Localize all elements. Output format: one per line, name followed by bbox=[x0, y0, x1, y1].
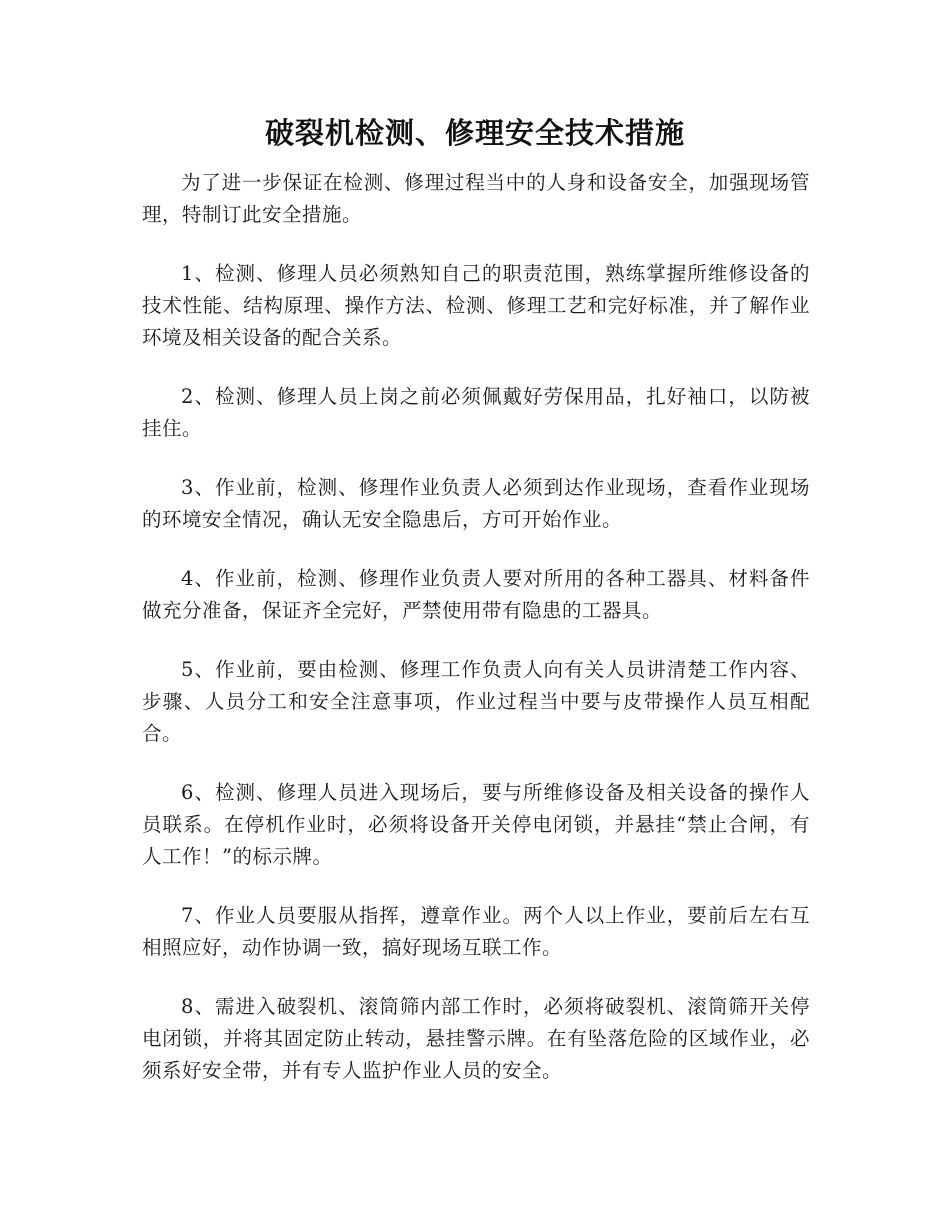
paragraph-item-6: 6、检测、修理人员进入现场后，要与所维修设备及相关设备的操作人员联系。在停机作业时，必须将设备开关停电闭锁，并悬挂“禁止合闸，有人工作！”的标示牌。 bbox=[142, 781, 810, 868]
paragraph-intro: 为了进一步保证在检测、修理过程当中的人身和设备安全，加强现场管理，特制订此安全措施。 bbox=[142, 171, 810, 226]
paragraph-item-7: 7、作业人员要服从指挥，遵章作业。两个人以上作业，要前后左右互相照应好，动作协调一致，搞好现场互联工作。 bbox=[142, 904, 810, 959]
paragraph-item-4: 4、作业前，检测、修理作业负责人要对所用的各种工器具、材料备件做充分准备，保证齐全完好，严禁使用带有隐患的工器具。 bbox=[142, 567, 810, 622]
document-title: 破裂机检测、修理安全技术措施 bbox=[264, 116, 685, 150]
paragraph-item-3: 3、作业前，检测、修理作业负责人必须到达作业现场，查看作业现场的环境安全情况，确认无安全隐患后，方可开始作业。 bbox=[142, 476, 810, 531]
document-body bbox=[142, 167, 810, 1114]
paragraph-item-2: 2、检测、修理人员上岗之前必须佩戴好劳保用品，扎好袖口，以防被挂住。 bbox=[142, 385, 810, 440]
paragraph-item-5: 5、作业前，要由检测、修理工作负责人向有关人员讲清楚工作内容、步骤、人员分工和安全注意事项，作业过程当中要与皮带操作人员互相配合。 bbox=[142, 658, 810, 745]
paragraph-item-1: 1、检测、修理人员必须熟知自己的职责范围，熟练掌握所维修设备的技术性能、结构原理、操作方法、检测、修理工艺和完好标准，并了解作业环境及相关设备的配合关系。 bbox=[142, 262, 810, 349]
paragraph-item-8: 8、需进入破裂机、滚筒筛内部工作时，必须将破裂机、滚筒筛开关停电闭锁，并将其固定防止转动，悬挂警示牌。在有坠落危险的区域作业，必须系好安全带，并有专人监护作业人员的安全。 bbox=[142, 995, 810, 1082]
